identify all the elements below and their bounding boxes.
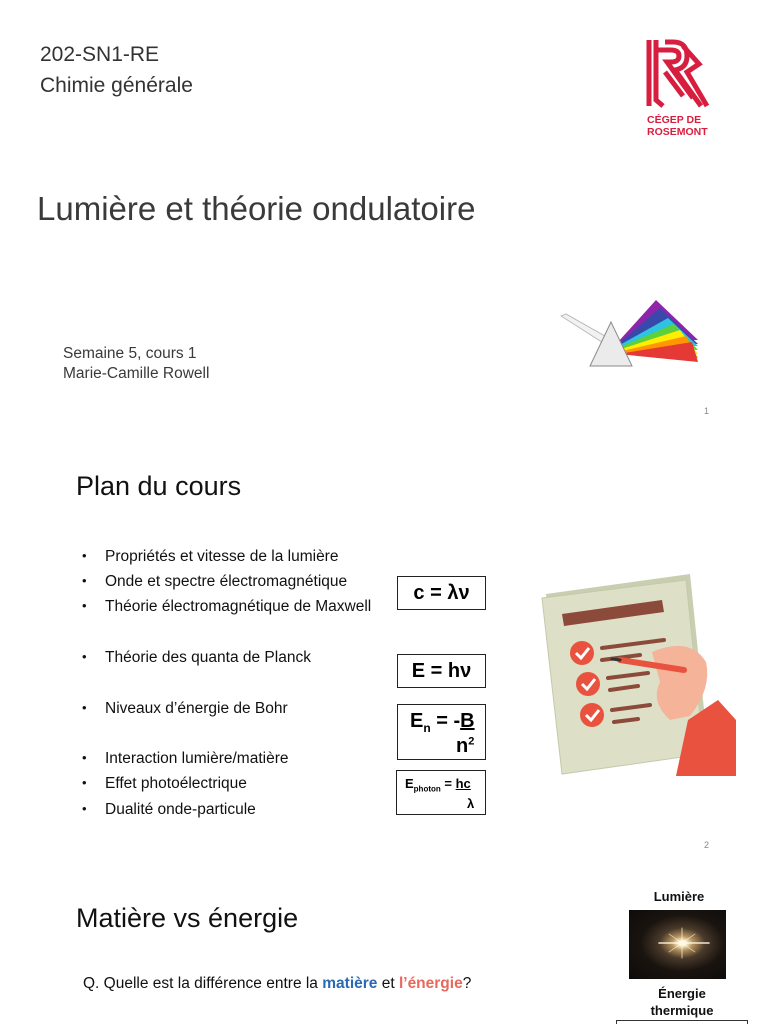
thermal-label-line-2: thermique bbox=[650, 1003, 714, 1018]
week-label: Semaine 5, cours 1 bbox=[63, 345, 197, 362]
matter-energy-title: Matière vs énergie bbox=[76, 903, 299, 933]
thermal-label-line-1: Énergie bbox=[658, 986, 706, 1001]
list-item: • Onde et spectre électromagnétique bbox=[82, 573, 347, 591]
author-name: Marie-Camille Rowell bbox=[63, 365, 210, 382]
equation-photon-lhs: $E_{photon}$ = hc bbox=[405, 776, 471, 794]
equation-bohr bbox=[397, 704, 486, 760]
logo-line-2: ROSEMONT bbox=[647, 126, 708, 138]
list-item: • Propriétés et vitesse de la lumière bbox=[82, 548, 338, 566]
thermal-energy-label bbox=[632, 985, 732, 1019]
keyword-matter: matière bbox=[322, 975, 378, 992]
question-text bbox=[83, 975, 471, 993]
light-flare-image bbox=[629, 910, 726, 979]
thermal-image-frame bbox=[616, 1020, 748, 1024]
course-code: 202-SN1-RE bbox=[40, 43, 160, 66]
equation-bohr-denominator: $n^2$ bbox=[456, 735, 475, 757]
page-number: 2 bbox=[704, 840, 710, 850]
list-item: • Théorie des quanta de Planck bbox=[82, 649, 311, 667]
page-number: 1 bbox=[704, 406, 710, 416]
checklist-clipboard-icon bbox=[540, 570, 736, 776]
question-mid: et bbox=[377, 975, 399, 992]
equation-photon bbox=[396, 770, 486, 815]
equation-bohr-lhs: $E_n = -B$ bbox=[410, 710, 475, 735]
equation-text: E = hν bbox=[411, 659, 472, 682]
question-prefix: Q. Quelle est la différence entre la bbox=[83, 975, 323, 992]
list-item: • Effet photoélectrique bbox=[82, 775, 247, 793]
logo-text bbox=[647, 114, 708, 138]
equation-text: c = λν bbox=[413, 581, 470, 604]
equation-planck bbox=[397, 654, 486, 688]
light-label: Lumière bbox=[653, 889, 705, 904]
prism-icon bbox=[556, 296, 702, 370]
logo-line-1: CÉGEP DE bbox=[647, 114, 702, 126]
list-item: • Théorie électromagnétique de Maxwell bbox=[82, 598, 371, 616]
plan-title: Plan du cours bbox=[76, 471, 242, 501]
equation-speed-of-light bbox=[397, 576, 486, 610]
question-suffix: ? bbox=[462, 975, 472, 992]
course-name: Chimie générale bbox=[40, 74, 193, 97]
list-item: • Niveaux d’énergie de Bohr bbox=[82, 700, 288, 718]
keyword-energy: l’énergie bbox=[398, 975, 463, 992]
list-item: • Dualité onde-particule bbox=[82, 801, 256, 819]
list-item: • Interaction lumière/matière bbox=[82, 750, 289, 768]
slide-title: Lumière et théorie ondulatoire bbox=[37, 190, 476, 227]
equation-photon-denominator: λ bbox=[467, 796, 475, 811]
